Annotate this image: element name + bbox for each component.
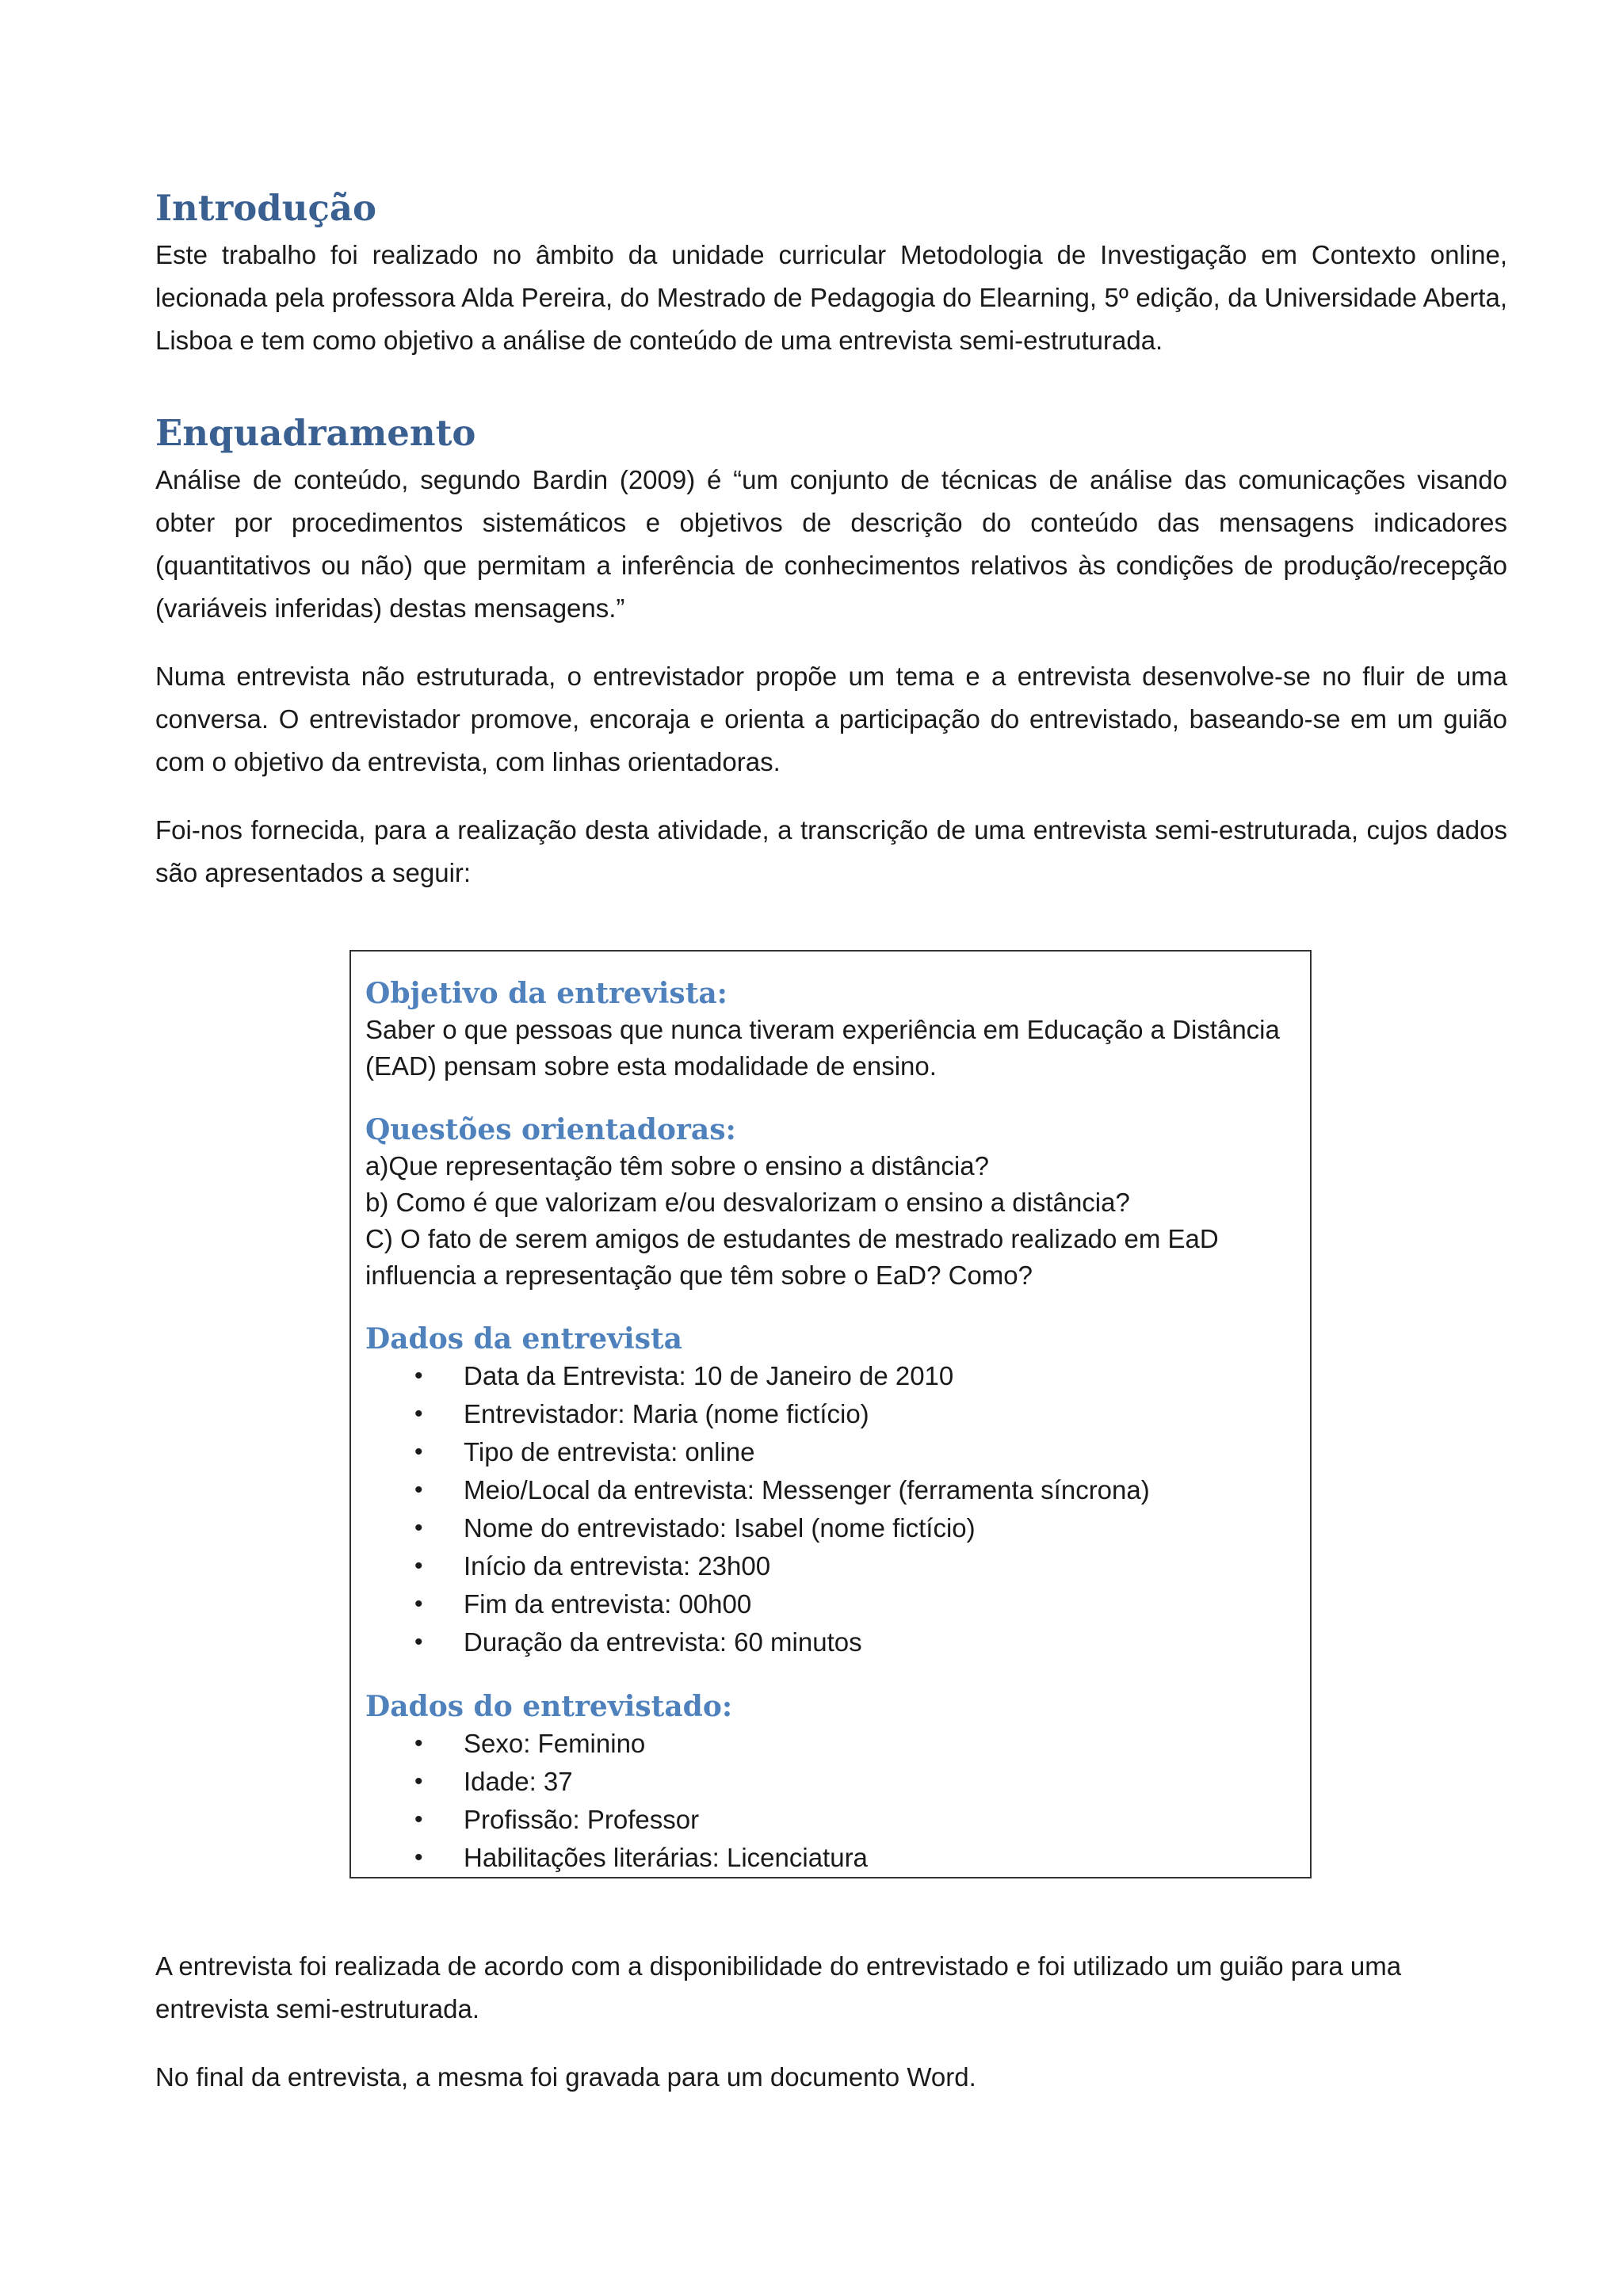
list-item [365, 1357, 1296, 1395]
question-item: b) Como é que valorizam e/ou desvalorizam o ensino a distância? [365, 1188, 1130, 1217]
list-item-text: Idade: 37 [464, 1767, 573, 1796]
list-item [365, 1509, 1296, 1547]
list-item-text: Início da entrevista: 23h00 [464, 1551, 771, 1581]
bullet-icon: • [414, 1553, 423, 1579]
bullet-icon: • [414, 1363, 423, 1389]
list-item-text: Fim da entrevista: 00h00 [464, 1589, 752, 1619]
list-item [365, 1433, 1296, 1471]
list-item [365, 1395, 1296, 1433]
interview-data-heading: Dados da entrevista [365, 1322, 682, 1356]
list-item-text: Sexo: Feminino [464, 1729, 646, 1758]
bullet-icon: • [414, 1768, 423, 1794]
bullet-icon: • [414, 1401, 423, 1427]
list-item-text: Profissão: Professor [464, 1805, 700, 1834]
document-page [155, 186, 1507, 894]
interview-data-list [365, 1357, 1296, 1661]
list-item [365, 1471, 1296, 1509]
closing-section [155, 1945, 1507, 2099]
intro-paragraph: Este trabalho foi realizado no âmbito da unidade curricular Metodologia de Investigação em Contexto online, lecionada pela professora Alda Pereira, do Mestrado de Pedagogia do Elearning, 5º edição, da Universidade Aberta, Lisboa e tem como objetivo a análise de conteúdo de uma entrevista semi-estruturada. [155, 240, 1507, 355]
framework-paragraph: Análise de conteúdo, segundo Bardin (2009) é “um conjunto de técnicas de análise das comunicações visando obter por procedimentos sistemáticos e objetivos de descrição do conteúdo das mensagens indicadores (quantitativos ou não) que permitam a inferência de conhecimentos relativos às condições de produção/recepção (variáveis inferidas) destas mensagens.” [155, 465, 1507, 623]
interviewee-data-list [365, 1725, 1296, 1877]
objective-text: Saber o que pessoas que nunca tiveram experiência em Educação a Distância (EAD) pensam sobre esta modalidade de ensino. [365, 1015, 1280, 1081]
closing-paragraph: No final da entrevista, a mesma foi gravada para um documento Word. [155, 2062, 976, 2092]
bullet-icon: • [414, 1515, 423, 1541]
list-item [365, 1725, 1296, 1763]
objective-heading: Objetivo da entrevista: [365, 977, 727, 1010]
list-item [365, 1763, 1296, 1801]
bullet-icon: • [414, 1730, 423, 1756]
bullet-icon: • [414, 1477, 423, 1503]
interviewee-data-heading: Dados do entrevistado: [365, 1690, 733, 1723]
list-item [365, 1585, 1296, 1623]
framework-title: Enquadramento [155, 412, 476, 454]
bullet-icon: • [414, 1629, 423, 1655]
question-item: a)Que representação têm sobre o ensino a distância? [365, 1151, 989, 1180]
list-item-text: Meio/Local da entrevista: Messenger (ferramenta síncrona) [464, 1475, 1150, 1505]
bullet-icon: • [414, 1591, 423, 1617]
list-item [365, 1839, 1296, 1877]
framework-paragraph: Foi-nos fornecida, para a realização desta atividade, a transcrição de uma entrevista semi-estruturada, cujos dados são apresentados a seguir: [155, 815, 1507, 887]
list-item-text: Duração da entrevista: 60 minutos [464, 1627, 862, 1657]
list-item [365, 1623, 1296, 1661]
bullet-icon: • [414, 1844, 423, 1871]
closing-paragraph: A entrevista foi realizada de acordo com a disponibilidade do entrevistado e foi utilizado um guião para uma entrevista semi-estruturada. [155, 1951, 1402, 2023]
bullet-icon: • [414, 1439, 423, 1465]
list-item-text: Habilitações literárias: Licenciatura [464, 1843, 868, 1872]
list-item-text: Tipo de entrevista: online [464, 1437, 755, 1466]
framework-paragraph: Numa entrevista não estruturada, o entrevistador propõe um tema e a entrevista desenvolve-se no fluir de uma conversa. O entrevistador promove, encoraja e orienta a participação do entrevistado, baseando-se em um guião com o objetivo da entrevista, com linhas orientadoras. [155, 662, 1507, 776]
list-item-text: Data da Entrevista: 10 de Janeiro de 2010 [464, 1361, 954, 1390]
questions-heading: Questões orientadoras: [365, 1113, 736, 1146]
bullet-icon: • [414, 1806, 423, 1833]
list-item [365, 1547, 1296, 1585]
list-item-text: Entrevistador: Maria (nome fictício) [464, 1399, 869, 1428]
intro-title: Introdução [155, 187, 377, 229]
question-item: C) O fato de serem amigos de estudantes de mestrado realizado em EaD influencia a representação que têm sobre o EaD? Como? [365, 1224, 1219, 1290]
interview-info-box [349, 950, 1312, 1878]
list-item [365, 1801, 1296, 1839]
list-item-text: Nome do entrevistado: Isabel (nome fictício) [464, 1513, 976, 1543]
